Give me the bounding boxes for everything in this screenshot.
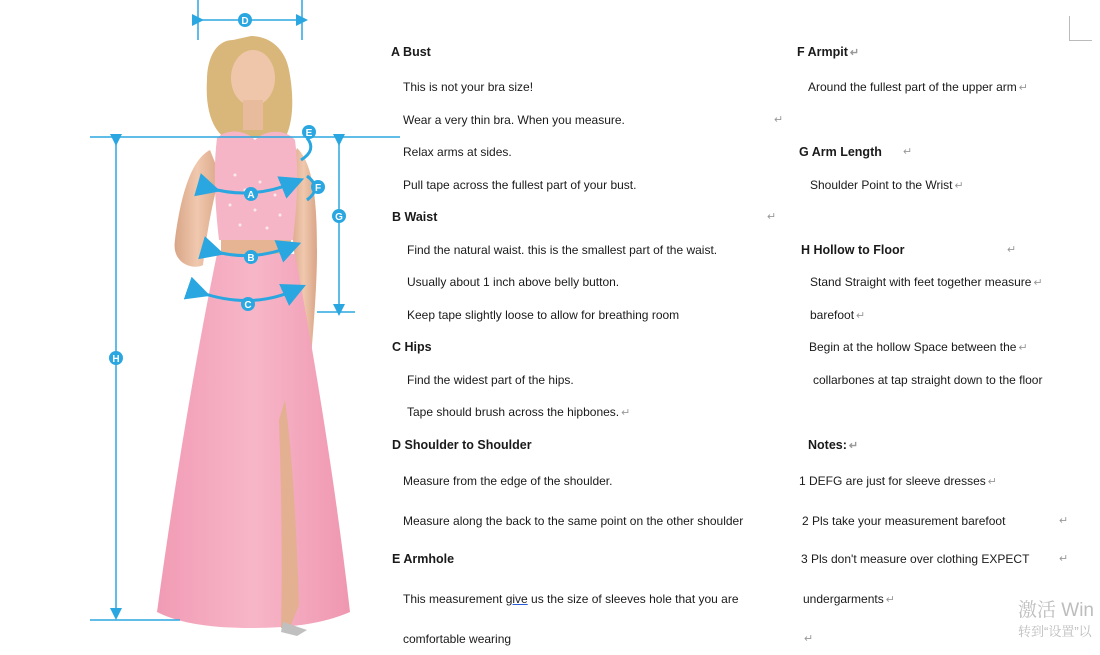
face <box>231 50 275 106</box>
svg-text:G: G <box>335 212 343 223</box>
d-line-2: Measure along the back to the same point on the other shoulder <box>403 514 744 528</box>
h-line-2: barefoot ↵ <box>810 308 866 322</box>
b-line-2: Usually about 1 inch above belly button. <box>407 275 620 289</box>
svg-text:B: B <box>247 253 255 264</box>
section-h-title: H Hollow to Floor <box>801 243 905 257</box>
f-line-1: Around the fullest part of the upper arm ↵ <box>808 80 1029 94</box>
return-mark: ↵ <box>903 146 913 158</box>
c-line-1: Find the widest part of the hips. <box>407 373 574 387</box>
h-line-1: Stand Straight with feet together measure ↵ <box>810 275 1043 289</box>
svg-text:A: A <box>247 190 255 201</box>
b-line-1: Find the natural waist. this is the smallest part of the waist. <box>407 243 718 257</box>
return-mark: ↵ <box>1059 515 1069 527</box>
svg-text:H: H <box>112 354 120 365</box>
note-1: 1 DEFG are just for sleeve dresses ↵ <box>799 474 997 488</box>
label-e <box>302 125 316 139</box>
return-mark: ↵ <box>1007 244 1017 256</box>
d-line-1: Measure from the edge of the shoulder. <box>403 474 613 488</box>
label-h <box>109 351 123 365</box>
note-3: 3 Pls don't measure over clothing EXPECT <box>801 552 1030 566</box>
label-f <box>311 180 325 194</box>
note-4: undergarments ↵ <box>803 592 895 606</box>
skirt <box>157 254 350 628</box>
return-mark: ↵ <box>767 211 777 223</box>
h-line-3: Begin at the hollow Space between the ↵ <box>809 340 1028 354</box>
section-b-title: B Waist <box>392 210 438 224</box>
notes-title: Notes: ↵ <box>808 438 859 452</box>
return-mark: ↵ <box>774 114 784 126</box>
section-a-title: A Bust <box>391 45 431 59</box>
return-mark: ↵ <box>804 633 814 645</box>
g-line-1: Shoulder Point to the Wrist ↵ <box>810 178 964 192</box>
label-g <box>332 209 346 223</box>
activation-watermark-line1: 激活 Win <box>1018 600 1095 621</box>
label-a <box>244 187 258 201</box>
section-e-title: E Armhole <box>392 552 455 566</box>
h-line-4: collarbones at tap straight down to the floor <box>813 373 1043 387</box>
activation-watermark-line2: 转到“设置”以 <box>1018 624 1092 639</box>
c-line-2: Tape should brush across the hipbones. ↵ <box>407 405 631 419</box>
label-d <box>238 13 252 27</box>
return-mark: ↵ <box>1059 553 1069 565</box>
left-arm <box>175 150 220 267</box>
section-d-title: D Shoulder to Shoulder <box>392 438 532 452</box>
a-line-2: Wear a very thin bra. When you measure. <box>403 113 625 127</box>
page-corner-mark <box>1069 16 1092 41</box>
a-line-4: Pull tape across the fullest part of your bust. <box>403 178 637 192</box>
section-g-title: G Arm Length <box>799 145 882 159</box>
measurement-figure <box>85 0 405 655</box>
svg-text:E: E <box>305 128 313 139</box>
svg-text:D: D <box>241 16 249 27</box>
a-line-1: This is not your bra size! <box>403 80 534 94</box>
b-line-3: Keep tape slightly loose to allow for breathing room <box>407 308 680 322</box>
label-c <box>241 297 255 311</box>
svg-text:C: C <box>244 300 252 311</box>
note-2: 2 Pls take your measurement barefoot <box>802 514 1006 528</box>
section-f-title: F Armpit ↵ <box>797 45 860 59</box>
e-line-1: This measurement give us the size of sleeves hole that you are <box>403 592 739 606</box>
e-line-2: comfortable wearing <box>403 632 512 646</box>
a-line-3: Relax arms at sides. <box>403 145 512 159</box>
svg-text:F: F <box>314 183 322 194</box>
section-c-title: C Hips <box>392 340 432 354</box>
label-b <box>244 250 258 264</box>
